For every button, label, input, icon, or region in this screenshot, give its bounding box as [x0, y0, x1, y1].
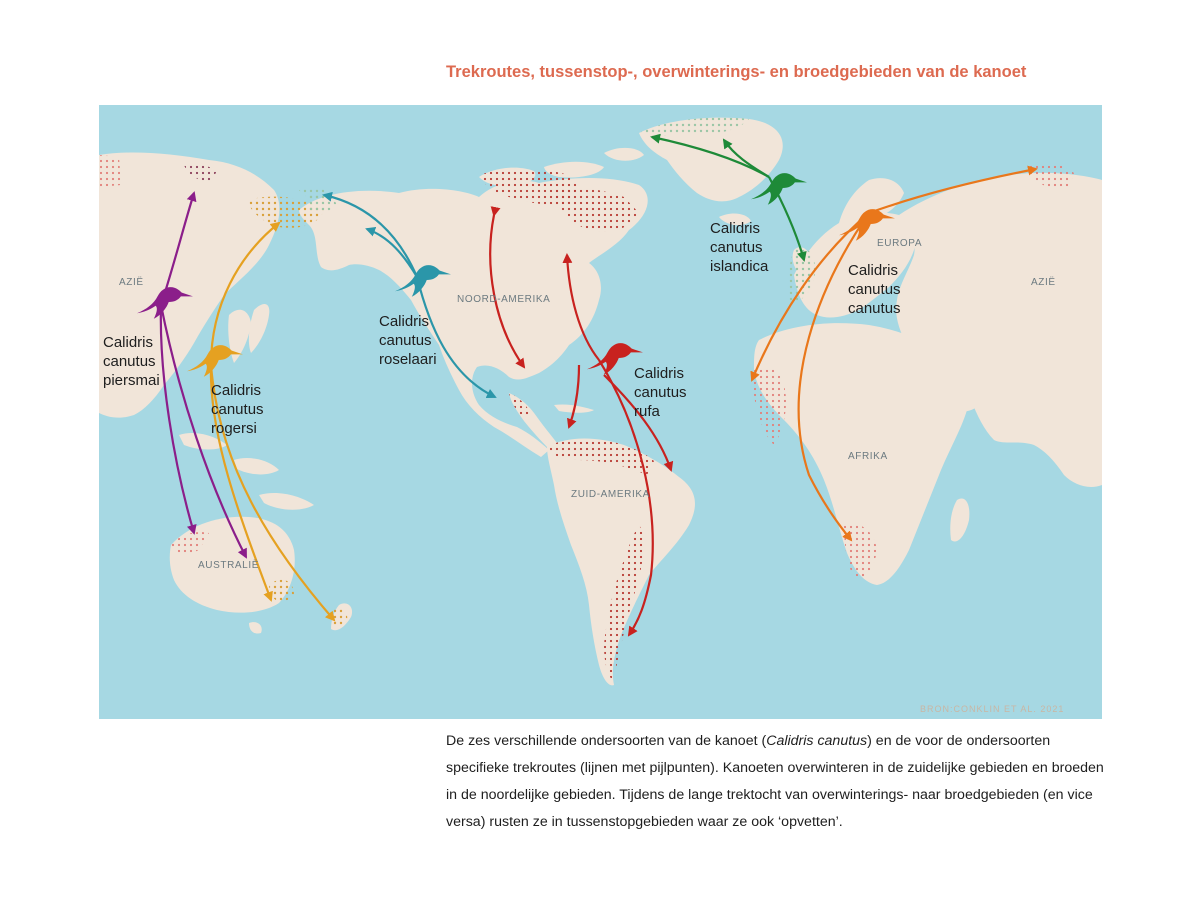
label-rufa: Calidris canutus rufa	[634, 365, 687, 420]
south-america	[547, 439, 695, 686]
source-credit: BRON:CONKLIN ET AL. 2021	[920, 704, 1065, 714]
label-canutus: Calidris canutus canutus	[848, 262, 901, 317]
world-map	[99, 105, 1102, 719]
map-caption	[446, 728, 1106, 836]
label-azie-west: AZIË	[119, 277, 144, 288]
map-title: Trekroutes, tussenstop-, overwinterings- en broedgebieden van de kanoet	[446, 63, 1027, 81]
label-azie-east: AZIË	[1031, 277, 1056, 288]
route-rufa-carib	[569, 365, 579, 427]
caption-part1: De zes verschillende ondersoorten van de kanoet (	[446, 733, 767, 749]
label-europa: EUROPA	[877, 238, 923, 249]
caption-species: Calidris canutus	[766, 733, 868, 749]
label-noord-amerika: NOORD-AMERIKA	[457, 294, 551, 305]
label-zuid-amerika: ZUID-AMERIKA	[571, 489, 650, 500]
label-rogersi: Calidris canutus rogersi	[211, 382, 264, 437]
label-piersmai: Calidris canutus piersmai	[103, 334, 160, 389]
label-roselaari: Calidris canutus roselaari	[379, 313, 437, 368]
label-islandica: Calidris canutus islandica	[710, 220, 769, 275]
label-afrika: AFRIKA	[848, 451, 888, 462]
caption-part2: ) en de voor de ondersoorten specifieke trekroutes (lijnen met pijlpunten). Kanoeten overwinteren in de zuidelijke gebieden en broeden in de noordelijke gebieden. Tijdens de lange trektocht van overwinterings- naar broedgebieden (en vice versa) rusten ze in tussenstopgebieden waar ze ook ‘opvetten’.	[446, 733, 1104, 830]
label-australie: AUSTRALIË	[198, 560, 259, 571]
